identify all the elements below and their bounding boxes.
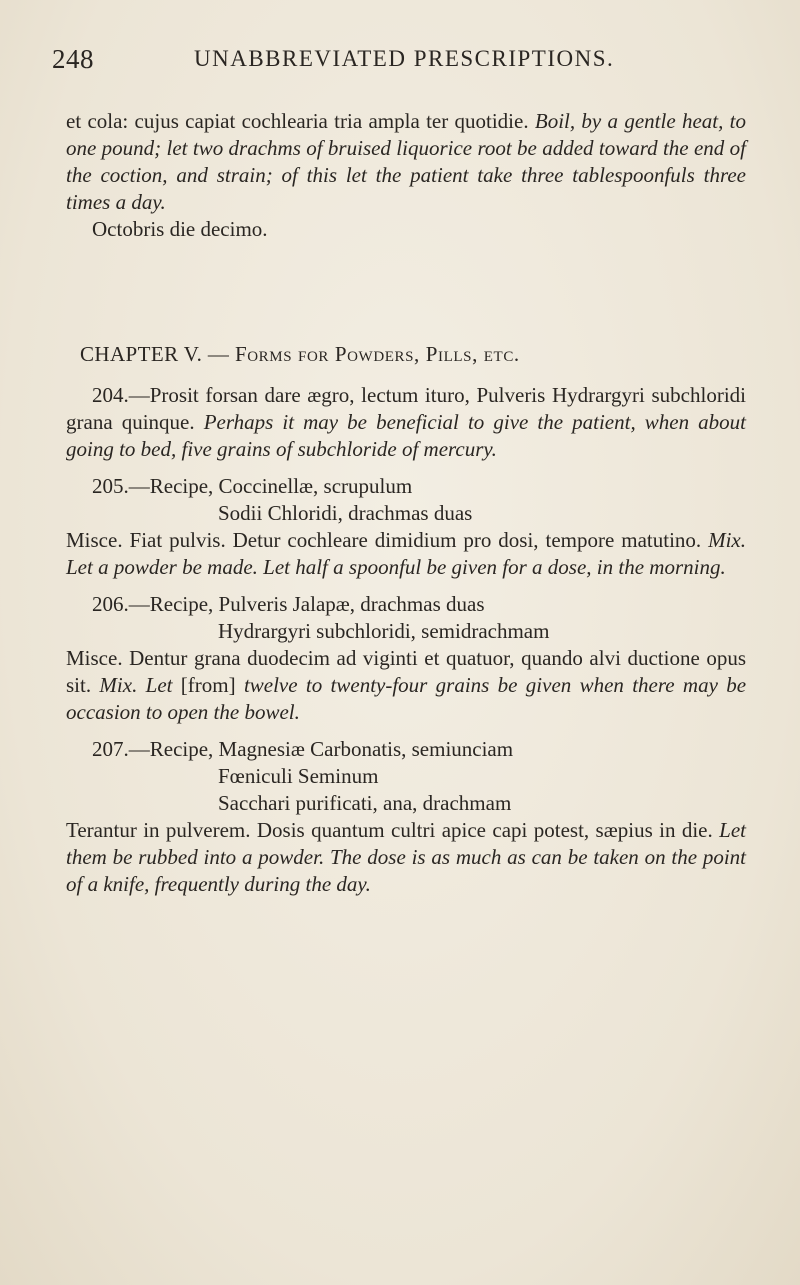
entry-number: 207.	[92, 737, 129, 761]
entry-english-start: Mix. Let	[99, 673, 173, 697]
chapter-heading	[66, 341, 746, 368]
intro-latin: et cola: cujus capiat cochlearia tria ampla ter quotidie.	[66, 109, 529, 133]
entry-latin: Terantur in pulverem. Dosis quantum cultri apice capi potest, sæpius in die.	[66, 818, 713, 842]
recipe-first-line: —Recipe, Coccinellæ, scrupulum	[128, 474, 413, 498]
entry-number: 206.	[92, 592, 129, 616]
running-title: UNABBREVIATED PRESCRIPTIONS.	[194, 46, 615, 71]
body-text	[66, 108, 746, 898]
entry-english: Let them be rubbed into a powder. The dose is as much as can be taken on the point of a knife, frequently during the day.	[66, 818, 746, 896]
entry-205-directions	[66, 527, 746, 581]
recipe-first-line: —Recipe, Pulveris Jalapæ, drachmas duas	[128, 592, 485, 616]
entry-english: Mix. Let a powder be made. Let half a spoonful be given for a dose, in the morning.	[66, 528, 746, 579]
intro-english: Boil, by a gentle heat, to one pound; let two drachms of bruised liquorice root be added toward the end of the coction, and strain; of this let the patient take three tablespoonfuls three times a day.	[66, 109, 746, 214]
entry-latin: Misce. Fiat pulvis. Detur cochleare dimidium pro dosi, tempore matutino.	[66, 528, 702, 552]
chapter-label: CHAPTER V. —	[80, 342, 230, 366]
entry-207-recipe	[66, 736, 746, 763]
intro-paragraph	[66, 108, 746, 216]
entry-number: 204.	[92, 383, 129, 407]
entry-english: Perhaps it may be beneficial to give the patient, when about going to bed, five grains of subchloride of mercury.	[66, 410, 747, 461]
page-number: 248	[52, 44, 94, 74]
entry-207-directions	[66, 817, 746, 898]
recipe-first-line: —Recipe, Magnesiæ Carbonatis, semiunciam	[128, 737, 514, 761]
entry-number: 205.	[92, 474, 129, 498]
entry-latin: —Prosit forsan dare ægro, lectum ituro, Pulveris Hydrargyri subchloridi grana quinque.	[66, 383, 746, 434]
chapter-title: Forms for Powders, Pills, etc.	[234, 342, 520, 366]
entry-207-ingredient-2: Sacchari purificati, ana, drachmam	[218, 791, 512, 815]
entry-english-end: twelve to twenty-four grains be given when there may be occasion to open the bowel.	[66, 673, 747, 724]
entry-206-directions	[66, 645, 746, 726]
entry-204	[66, 382, 746, 463]
entry-english-bracket: [from]	[180, 673, 236, 697]
running-head	[52, 44, 757, 84]
entry-207-ingredient-1: Fœniculi Seminum	[218, 764, 379, 788]
entry-206-ingredient: Hydrargyri subchloridi, semidrachmam	[218, 619, 550, 643]
intro-date: Octobris die decimo.	[92, 217, 268, 241]
entry-205-recipe	[66, 473, 746, 500]
entry-205-ingredient: Sodii Chloridi, drachmas duas	[218, 501, 473, 525]
entry-latin: Misce. Dentur grana duodecim ad viginti et quatuor, quando alvi ductione opus sit.	[66, 646, 746, 697]
entry-206-recipe	[66, 591, 746, 618]
